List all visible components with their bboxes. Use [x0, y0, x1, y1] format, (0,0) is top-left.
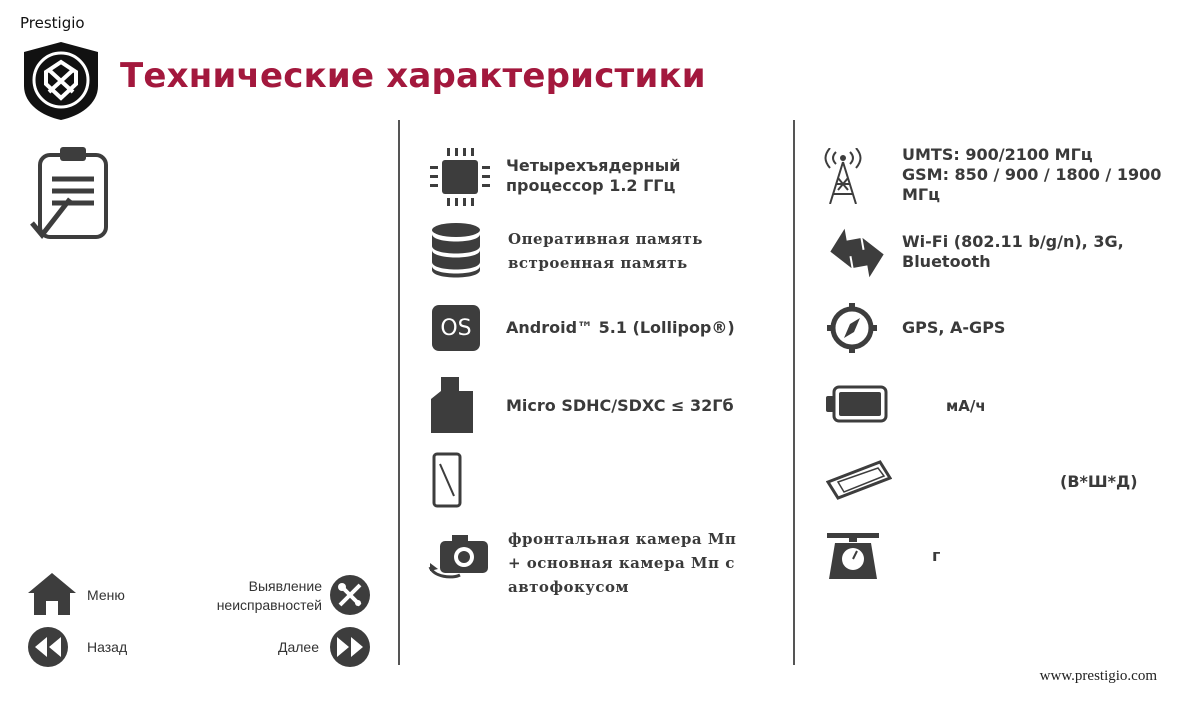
network-line-1: UMTS: 900/2100 МГц — [902, 145, 1093, 164]
wireless-line-1: Wi-Fi (802.11 b/g/n), 3G, — [902, 232, 1124, 251]
camera-line-3: автофокусом — [508, 578, 630, 596]
memory-line-1: Оперативная память — [508, 230, 703, 248]
battery-icon — [826, 385, 888, 423]
antenna-icon — [824, 148, 862, 204]
sd-card-line: Micro SDHC/SDXC ≤ 32Гб — [506, 396, 734, 415]
gps-line: GPS, A-GPS — [902, 318, 1006, 337]
column-divider-left — [398, 120, 400, 665]
camera-line-1: фронтальная камера Мп — [508, 530, 737, 548]
dimensions-icon — [826, 460, 892, 500]
fast-forward-icon — [337, 637, 363, 657]
os-icon-text: OS — [440, 315, 472, 341]
sd-card-icon — [431, 377, 473, 433]
camera-icon — [428, 533, 494, 579]
checklist-icon — [30, 145, 112, 243]
network-line-3: МГц — [902, 185, 940, 204]
compass-icon — [827, 303, 877, 353]
database-icon — [430, 222, 482, 280]
back-label[interactable]: Назад — [87, 639, 128, 655]
wireless-icon — [829, 225, 885, 281]
memory-line-2: встроенная память — [508, 254, 688, 272]
rewind-icon — [35, 637, 61, 657]
troubleshoot-button[interactable] — [330, 575, 370, 615]
menu-button[interactable] — [28, 573, 76, 620]
os-line: Android™ 5.1 (Lollipop®) — [506, 318, 735, 337]
home-icon — [28, 573, 76, 615]
cpu-line-1: Четырехъядерный — [506, 156, 681, 175]
dimensions-line: (В*Ш*Д) — [1060, 472, 1138, 491]
os-icon — [432, 305, 480, 351]
troubleshoot-label-line-1: Выявление — [248, 578, 322, 594]
menu-label[interactable]: Меню — [87, 587, 125, 603]
next-button[interactable] — [330, 627, 370, 667]
footer-url[interactable]: www.prestigio.com — [1039, 668, 1157, 684]
troubleshoot-label-line-2: неисправностей — [216, 597, 322, 613]
weight-line: г — [932, 546, 941, 565]
display-icon — [432, 452, 462, 508]
scale-icon — [827, 533, 879, 579]
prestigio-logo — [20, 40, 102, 122]
brand-name: Prestigio — [20, 14, 85, 32]
page-title: Технические характеристики — [120, 56, 706, 96]
network-line-2: GSM: 850 / 900 / 1800 / 1900 — [902, 165, 1162, 184]
troubleshoot-label[interactable] — [200, 577, 322, 615]
next-label[interactable]: Далее — [278, 639, 320, 655]
camera-line-2: + основная камера Мп с — [508, 554, 735, 572]
cpu-line-2: процессор 1.2 ГГц — [506, 176, 676, 195]
back-button[interactable] — [28, 627, 68, 667]
tools-icon — [336, 581, 364, 609]
cpu-icon — [430, 148, 490, 206]
wireless-line-2: Bluetooth — [902, 252, 991, 271]
column-divider-right — [793, 120, 795, 665]
battery-line: мА/ч — [946, 397, 986, 415]
